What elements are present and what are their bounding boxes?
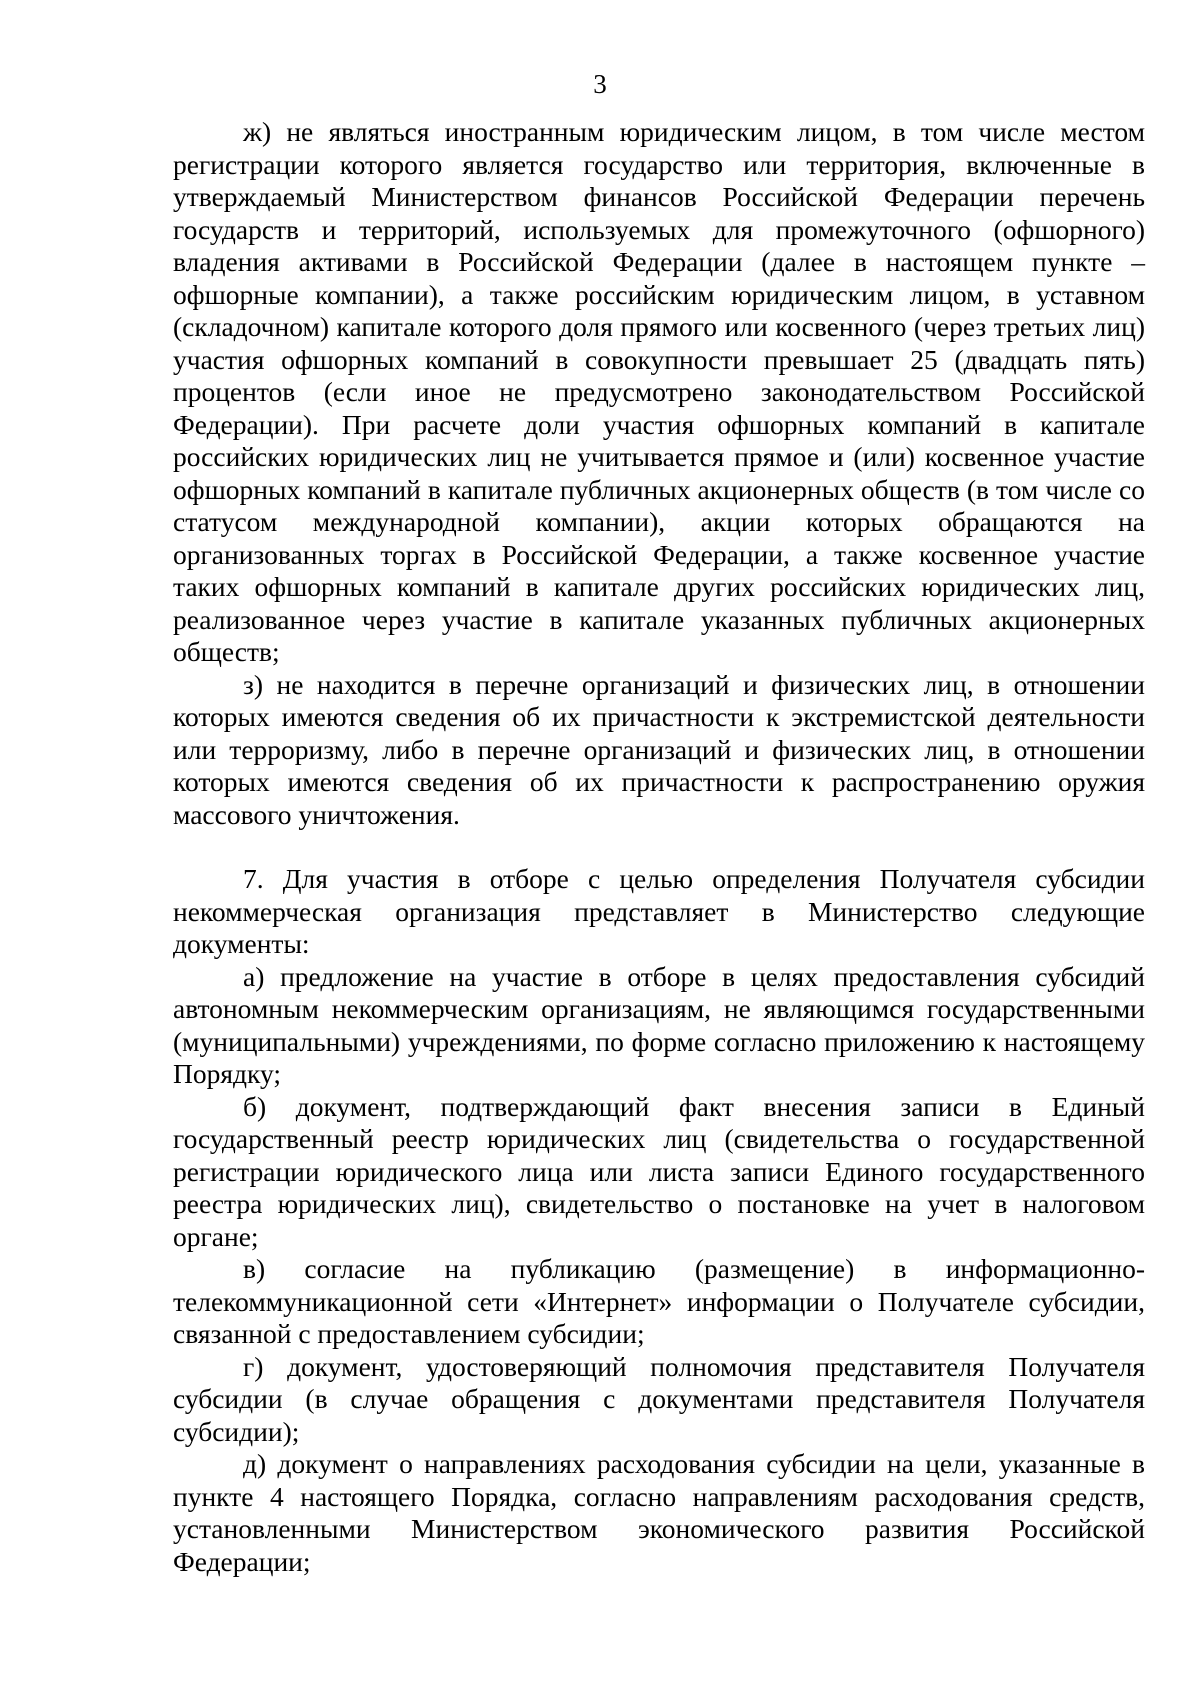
paragraph-d: д) документ о направлениях расходования субсидии на цели, указанные в пункте 4 настоящего Порядка, согласно направлениям расходования средств, установленными Министерством экономического развития Российской Федерации; — [173, 1448, 1145, 1577]
paragraph-zh: ж) не являться иностранным юридическим лицом, в том числе местом регистрации которого является государство или территория, включенные в утверждаемый Министерством финансов Российской Федерации перечень государств и территорий, используемых для промежуточного (офшорного) владения активами в Российской Федерации (далее в настоящем пункте – офшорные компании), а также российским юридическим лицом, в уставном (складочном) капитале которого доля прямого или косвенного (через третьих лиц) участия офшорных компаний в совокупности превышает 25 (двадцать пять) процентов (если иное не предусмотрено законодательством Российской Федерации). При расчете доли участия офшорных компаний в капитале российских юридических лиц не учитывается прямое и (или) косвенное участие офшорных компаний в капитале публичных акционерных обществ (в том числе со статусом международной компании), акции которых обращаются на организованных торгах в Российской Федерации, а также косвенное участие таких офшорных компаний в капитале других российских юридических лиц, реализованное через участие в капитале указанных публичных акционерных обществ; — [173, 116, 1145, 667]
paragraph-b: б) документ, подтверждающий факт внесения записи в Единый государственный реестр юридических лиц (свидетельства о государственной регистрации юридического лица или листа записи Единого государственного реестра юридических лиц), свидетельство о постановке на учет в налоговом органе; — [173, 1090, 1145, 1252]
paragraph-item-7: 7. Для участия в отборе с целью определения Получателя субсидии некоммерческая организация представляет в Министерство следующие документы: — [173, 863, 1145, 959]
paragraph-z: з) не находится в перечне организаций и физических лиц, в отношении которых имеются сведения об их причастности к экстремистской деятельности или терроризму, либо в перечне организаций и физических лиц, в отношении которых имеются сведения об их причастности к распространению оружия массового уничтожения. — [173, 668, 1145, 830]
paragraph-a: а) предложение на участие в отборе в целях предоставления субсидий автономным некоммерческим организациям, не являющимся государственными (муниципальными) учреждениями, по форме согласно приложению к настоящему Порядку; — [173, 960, 1145, 1089]
document-body — [173, 116, 1145, 1578]
section-spacer — [173, 831, 1145, 863]
paragraph-v: в) согласие на публикацию (размещение) в информационно-телекоммуникационной сети «Интернет» информации о Получателе субсидии, связанной с предоставлением субсидии; — [173, 1253, 1145, 1349]
paragraph-g: г) документ, удостоверяющий полномочия представителя Получателя субсидии (в случае обращения с документами представителя Получателя субсидии); — [173, 1350, 1145, 1447]
page-number: 3 — [593, 69, 607, 99]
